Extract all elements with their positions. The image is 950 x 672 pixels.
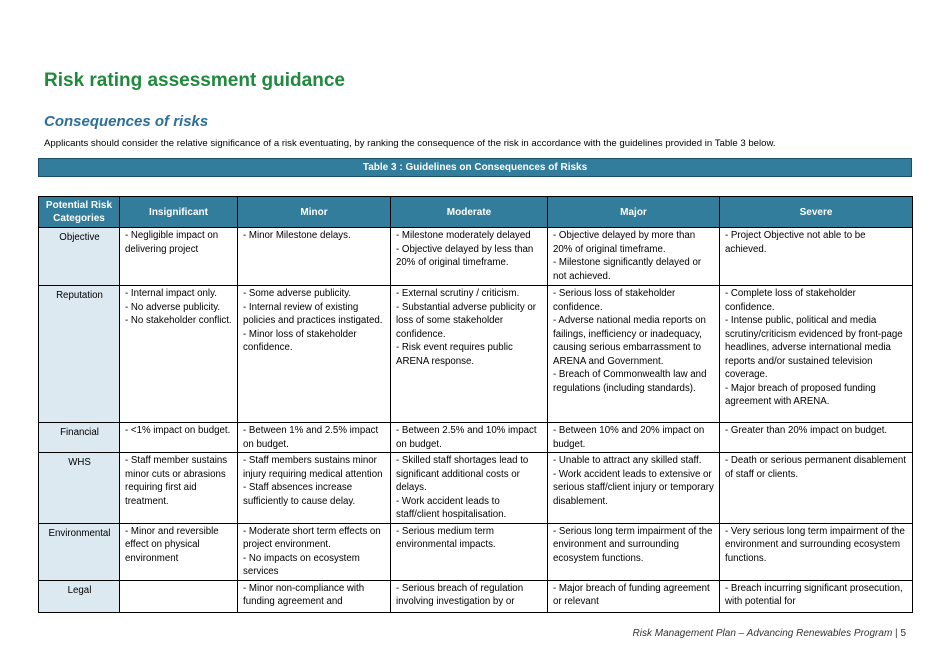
header-cell: Severe	[720, 197, 913, 228]
consequence-cell	[548, 523, 720, 580]
consequence-text: - Serious loss of stakeholder confidence.	[553, 288, 676, 313]
consequence-text: - Objective delayed by less than 20% of original timeframe.	[396, 243, 534, 268]
header-cell: Potential Risk Categories	[39, 197, 120, 228]
consequence-cell	[238, 228, 391, 286]
consequence-cell	[548, 286, 720, 423]
page-footer	[633, 628, 906, 639]
consequence-text: - Between 2.5% and 10% impact on budget.	[396, 425, 537, 450]
page-title: Risk rating assessment guidance	[44, 70, 345, 91]
consequence-text: - External scrutiny / criticism.	[396, 288, 520, 299]
consequence-text: - Work accident leads to extensive or serious staff/client injury or temporary disablement.	[553, 468, 714, 507]
risk-category-cell: WHS	[39, 453, 120, 524]
consequence-text: - Objective delayed by more than 20% of original timeframe.	[553, 230, 696, 255]
consequence-text: - Major breach of funding agreement or relevant	[553, 582, 710, 607]
table-row	[39, 423, 913, 453]
header-cell: Major	[548, 197, 720, 228]
consequence-text: - Breach incurring significant prosecution, with potential for	[725, 582, 903, 607]
consequence-cell	[238, 580, 391, 612]
consequence-text: - No impacts on ecosystem services	[243, 552, 360, 577]
table-caption: Table 3 : Guidelines on Consequences of Risks	[38, 158, 912, 177]
consequence-text: - Minor loss of stakeholder confidence.	[243, 328, 357, 353]
risk-category-cell: Financial	[39, 423, 120, 453]
consequence-cell	[720, 453, 913, 524]
consequence-text: - Milestone moderately delayed	[396, 230, 531, 241]
consequence-text: - Breach of Commonwealth law and regulations (including standards).	[553, 369, 707, 394]
consequence-cell	[120, 423, 238, 453]
consequence-text: - Staff members sustains minor injury requiring medical attention	[243, 455, 383, 480]
consequence-text: - Adverse national media reports on failings, inefficiency or inadequacy, causing serious embarrassment to ARENA and Government.	[553, 315, 706, 367]
consequence-text: - Serious breach of regulation involving investigation by or	[396, 582, 524, 607]
consequence-text: - Skilled staff shortages lead to significant additional costs or delays.	[396, 455, 529, 493]
consequence-text: - Minor non-compliance with funding agreement and	[243, 582, 365, 607]
consequence-cell	[120, 453, 238, 524]
consequence-text: - Greater than 20% impact on budget.	[725, 425, 888, 436]
consequence-cell	[391, 580, 548, 612]
table-row	[39, 453, 913, 524]
consequence-text: - Unable to attract any skilled staff.	[553, 455, 702, 466]
consequence-text: - Work accident leads to staff/client hospitalisation.	[396, 495, 507, 520]
consequence-cell	[548, 423, 720, 453]
consequence-text: - Negligible impact on delivering project	[125, 230, 219, 255]
consequence-text: - Internal review of existing policies and practices instigated.	[243, 301, 383, 326]
consequence-text: - Complete loss of stakeholder confidence.	[725, 288, 856, 313]
consequence-cell	[720, 523, 913, 580]
consequence-cell	[391, 228, 548, 286]
consequence-cell	[720, 423, 913, 453]
consequence-cell	[391, 523, 548, 580]
risk-category-cell: Reputation	[39, 286, 120, 423]
header-cell: Moderate	[391, 197, 548, 228]
consequence-cell	[238, 453, 391, 524]
table-row	[39, 523, 913, 580]
table-row	[39, 580, 913, 612]
consequence-text: - Major breach of proposed funding agreement with ARENA.	[725, 382, 876, 407]
consequence-text: - Substantial adverse publicity or loss of some stakeholder confidence.	[396, 301, 537, 340]
consequence-cell	[548, 228, 720, 286]
consequence-text: - No stakeholder conflict.	[125, 315, 232, 326]
risk-category-cell: Objective	[39, 228, 120, 286]
header-cell: Minor	[238, 197, 391, 228]
header-cell: Insignificant	[120, 197, 238, 228]
consequence-text: - Milestone significantly delayed or not achieved.	[553, 257, 702, 282]
risk-category-cell: Environmental	[39, 523, 120, 580]
consequence-text: - Intense public, political and media scrutiny/criticism evidenced by front-page headlines, adverse international media reports and/or sustained television coverage.	[725, 315, 903, 380]
intro-paragraph: Applicants should consider the relative significance of a risk eventuating, by ranking the consequence of the risk in accordance with the guidelines provided in Table 3 below.	[44, 138, 776, 149]
consequence-cell	[720, 580, 913, 612]
consequence-text: - Serious medium term environmental impacts.	[396, 525, 496, 550]
consequence-text: - Very serious long term impairment of the environment and surrounding ecosystem functions.	[725, 525, 905, 564]
consequences-table	[38, 196, 913, 613]
table-header-row	[39, 197, 913, 228]
consequence-cell	[548, 580, 720, 612]
consequence-cell	[720, 286, 913, 423]
consequence-cell	[238, 423, 391, 453]
table-row	[39, 286, 913, 423]
consequence-text: - Project Objective not able to be achieved.	[725, 230, 866, 255]
risk-category-cell: Legal	[39, 580, 120, 612]
consequence-cell	[120, 523, 238, 580]
table-row	[39, 228, 913, 286]
consequence-text: - No adverse publicity.	[125, 301, 221, 313]
section-heading: Consequences of risks	[44, 113, 209, 130]
footer-title: Risk Management Plan – Advancing Renewables Program	[632, 628, 893, 639]
consequence-text: - Internal impact only.	[125, 288, 217, 299]
consequence-text: - Minor Milestone delays.	[243, 230, 351, 241]
consequence-text: - Staff absences increase sufficiently to cause delay.	[243, 482, 356, 507]
consequence-cell	[391, 286, 548, 423]
footer-separator: |	[892, 628, 901, 639]
consequence-text: - Some adverse publicity.	[243, 288, 352, 299]
consequence-text: - Between 10% and 20% impact on budget.	[553, 425, 705, 450]
consequence-cell	[548, 453, 720, 524]
consequence-text: - Serious long term impairment of the environment and surrounding ecosystem functions.	[553, 525, 713, 564]
consequence-cell	[238, 286, 391, 423]
consequence-text: - Staff member sustains minor cuts or abrasions requiring first aid treatment.	[125, 455, 228, 507]
consequence-cell	[238, 523, 391, 580]
consequence-text: - Moderate short term effects on project environment.	[243, 525, 381, 550]
page-number: 5	[900, 628, 906, 639]
consequence-text: - Between 1% and 2.5% impact on budget.	[243, 425, 379, 450]
consequence-cell	[120, 228, 238, 286]
consequence-text: - Minor and reversible effect on physical environment	[125, 525, 219, 564]
consequence-cell	[120, 286, 238, 423]
consequence-cell	[391, 453, 548, 524]
consequence-cell	[391, 423, 548, 453]
consequence-text: - <1% impact on budget.	[125, 425, 231, 436]
consequence-cell	[720, 228, 913, 286]
consequence-text: - Death or serious permanent disablement of staff or clients.	[725, 455, 906, 480]
consequence-cell	[120, 580, 238, 612]
consequence-text: - Risk event requires public ARENA response.	[396, 342, 513, 367]
